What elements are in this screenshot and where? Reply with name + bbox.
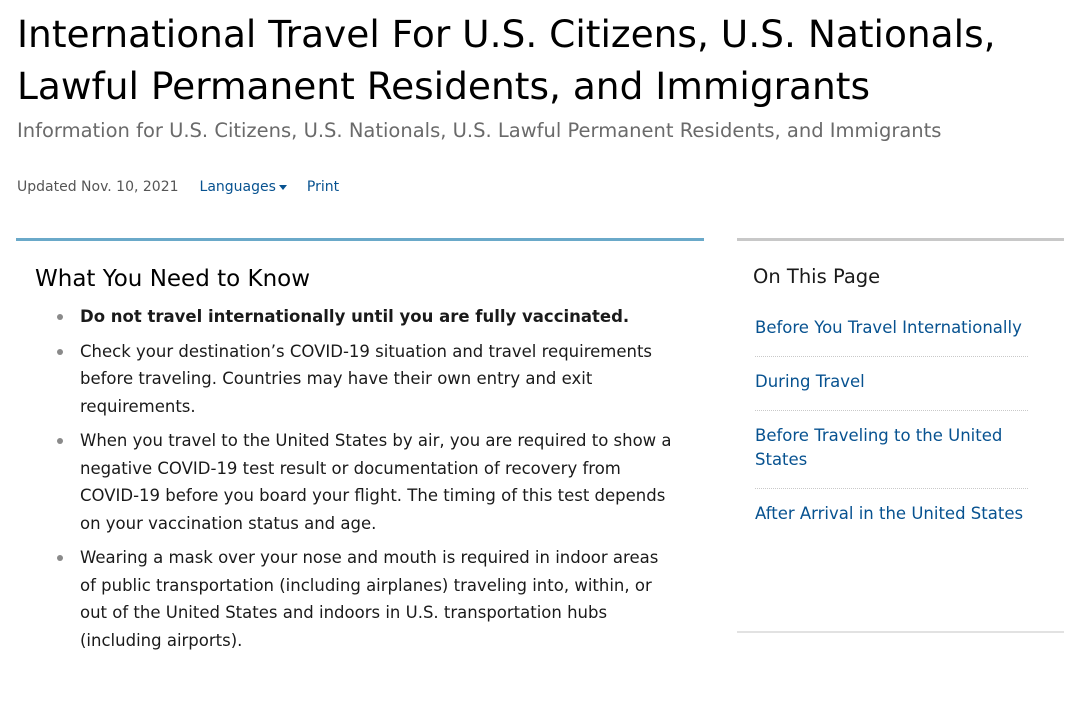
what-you-need-to-know-card bbox=[16, 238, 704, 681]
list-item bbox=[16, 338, 672, 421]
page-subtitle: Information for U.S. Citizens, U.S. Nationals, U.S. Lawful Permanent Residents, and Immigrants bbox=[17, 119, 942, 142]
list-item bbox=[16, 303, 672, 331]
page-title: International Travel For U.S. Citizens, U.S. Nationals, Lawful Permanent Residents, and Immigrants bbox=[17, 12, 996, 108]
caret-down-icon bbox=[279, 185, 287, 190]
page-meta-row bbox=[17, 176, 339, 198]
bullet-icon bbox=[57, 349, 63, 355]
section-heading: What You Need to Know bbox=[35, 266, 311, 292]
print-link[interactable]: Print bbox=[306, 179, 340, 195]
list-item bbox=[16, 427, 672, 537]
languages-label: Languages bbox=[199, 179, 276, 195]
toc-link-before-traveling-to-us[interactable]: Before Traveling to the United States bbox=[755, 424, 1028, 489]
sidebar-heading: On This Page bbox=[753, 265, 881, 288]
list-item-text: Check your destination’s COVID-19 situation and travel requirements before traveling. Countries may have their own entry and exit requirements. bbox=[80, 341, 653, 416]
updated-date: Updated Nov. 10, 2021 bbox=[17, 179, 179, 195]
toc-link-before-you-travel[interactable]: Before You Travel Internationally bbox=[755, 316, 1028, 357]
on-this-page-sidebar bbox=[737, 238, 1064, 633]
list-item-text: Wearing a mask over your nose and mouth is required in indoor areas of public transportation (including airplanes) traveling into, within, or out of the United States and indoors in U.S. transportation hubs (including airports). bbox=[80, 548, 659, 650]
bullet-icon bbox=[57, 438, 63, 444]
toc-link-after-arrival[interactable]: After Arrival in the United States bbox=[755, 504, 1024, 523]
list-item-text: Do not travel internationally until you are fully vaccinated. bbox=[80, 307, 630, 326]
table-of-contents bbox=[755, 316, 1028, 555]
bullet-icon bbox=[57, 314, 63, 320]
bullet-icon bbox=[57, 555, 63, 561]
list-item-text: When you travel to the United States by air, you are required to show a negative COVID-19 test result or documentation of recovery from COVID-19 before you board your flight. The timing of this test depends on your vaccination status and age. bbox=[80, 431, 672, 533]
list-item bbox=[16, 544, 672, 654]
key-points-list bbox=[16, 303, 704, 661]
toc-link-during-travel[interactable]: During Travel bbox=[755, 370, 1028, 411]
languages-dropdown[interactable] bbox=[200, 179, 287, 195]
